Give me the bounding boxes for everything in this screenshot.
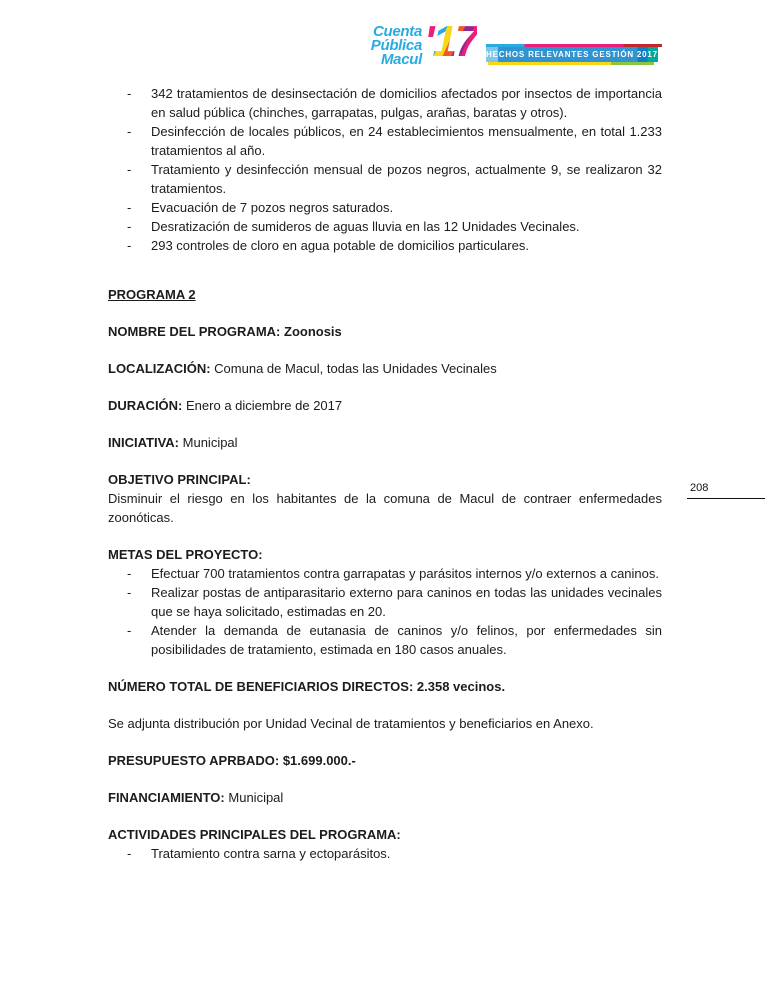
bullet-dash: - — [127, 124, 132, 139]
logo-title-line2: Pública — [370, 37, 422, 54]
field-label: FINANCIAMIENTO: — [108, 790, 225, 805]
section-actividades — [108, 825, 662, 863]
bullet-text: 293 controles de cloro en agua potable de domicilios particulares. — [151, 238, 529, 253]
field-iniciativa — [108, 433, 662, 452]
logo-year-17: '17 — [424, 17, 478, 66]
field-value: 2.358 vecinos. — [416, 679, 506, 694]
section-objetivo — [108, 470, 662, 527]
page-number-rule — [687, 498, 765, 499]
field-value: $1.699.000.- — [282, 753, 356, 768]
field-value: Municipal — [228, 790, 284, 805]
list-item — [108, 564, 662, 583]
bullet-dash: - — [127, 566, 132, 581]
bullet-text: 342 tratamientos de desinsectación de domicilios afectados por insectos de importancia en salud pública (chinches, garrapatas, pulgas, arañas, baratas y otros). — [151, 86, 662, 120]
field-label: INICIATIVA: — [108, 435, 180, 450]
program-heading: PROGRAMA 2 — [108, 287, 196, 302]
bullet-dash: - — [127, 219, 132, 234]
list-item — [108, 84, 662, 122]
field-value: Enero a diciembre de 2017 — [186, 398, 343, 413]
bullet-dash: - — [127, 846, 132, 861]
metas-bullet-list — [108, 564, 662, 659]
bullet-text: Desinfección de locales públicos, en 24 establecimientos mensualmente, en total 1.233 tratamientos al año. — [151, 124, 662, 158]
list-item — [108, 160, 662, 198]
list-item — [108, 236, 662, 255]
field-presupuesto — [108, 751, 662, 770]
banner-text: HECHOS RELEVANTES GESTIÓN 2017 — [486, 50, 658, 59]
actividades-bullet-list — [108, 844, 662, 863]
page-number: 208 — [690, 482, 709, 494]
bullet-text: Tratamiento y desinfección mensual de pozos negros, actualmente 9, se realizaron 32 tratamientos. — [151, 162, 662, 196]
bullet-dash: - — [127, 162, 132, 177]
field-duracion — [108, 396, 662, 415]
field-label: DURACIÓN: — [108, 398, 183, 413]
gestion-2017-banner — [486, 44, 658, 65]
bullet-text: Efectuar 700 tratamientos contra garrapatas y parásitos internos y/o externos a caninos. — [151, 566, 659, 581]
bullet-dash: - — [127, 86, 132, 101]
section-label: OBJETIVO PRINCIPAL: — [108, 472, 251, 487]
anexo-note: Se adjunta distribución por Unidad Vecinal de tratamientos y beneficiarios en Anexo. — [108, 716, 594, 731]
intro-bullet-list — [108, 84, 662, 255]
logo-title — [356, 19, 422, 67]
field-beneficiarios — [108, 677, 662, 696]
bullet-text: Evacuación de 7 pozos negros saturados. — [151, 200, 394, 215]
bullet-text: Atender la demanda de eutanasia de caninos y/o felinos, por enfermedades sin posibilidades de tratamiento, estimada en 180 casos anuales. — [151, 623, 662, 657]
field-label: PRESUPUESTO APRBADO: — [108, 753, 280, 768]
field-value: Comuna de Macul, todas las Unidades Vecinales — [214, 361, 497, 376]
list-item — [108, 217, 662, 236]
banner-bar — [486, 47, 658, 62]
bullet-dash: - — [127, 623, 132, 638]
field-nombre — [108, 322, 662, 341]
field-label: LOCALIZACIÓN: — [108, 361, 211, 376]
bullet-dash: - — [127, 238, 132, 253]
field-label: NÚMERO TOTAL DE BENEFICIARIOS DIRECTOS: — [108, 679, 414, 694]
list-item — [108, 621, 662, 659]
field-label: NOMBRE DEL PROGRAMA: — [108, 324, 281, 339]
document-body — [108, 84, 662, 863]
list-item — [108, 583, 662, 621]
bullet-dash: - — [127, 585, 132, 600]
logo-title-line1: Cuenta — [372, 23, 422, 40]
field-financiamiento — [108, 788, 662, 807]
bullet-text: Realizar postas de antiparasitario externo para caninos en todas las unidades vecinales que se haya solicitado, estimadas en 20. — [151, 585, 662, 619]
section-text: Disminuir el riesgo en los habitantes de la comuna de Macul de contraer enfermedades zoonóticas. — [108, 491, 662, 525]
field-value: Municipal — [182, 435, 238, 450]
logo-title-line3: Macul — [380, 51, 422, 68]
section-label: METAS DEL PROYECTO: — [108, 547, 263, 562]
bullet-dash: - — [127, 200, 132, 215]
bullet-text: Desratización de sumideros de aguas lluvia en las 12 Unidades Vecinales. — [151, 219, 580, 234]
field-localizacion — [108, 359, 662, 378]
list-item — [108, 844, 662, 863]
list-item — [108, 122, 662, 160]
field-value: Zoonosis — [284, 324, 342, 339]
bullet-text: Tratamiento contra sarna y ectoparásitos. — [151, 846, 391, 861]
list-item — [108, 198, 662, 217]
cuenta-publica-macul-logo — [356, 19, 477, 67]
section-metas — [108, 545, 662, 659]
section-label: ACTIVIDADES PRINCIPALES DEL PROGRAMA: — [108, 827, 401, 842]
